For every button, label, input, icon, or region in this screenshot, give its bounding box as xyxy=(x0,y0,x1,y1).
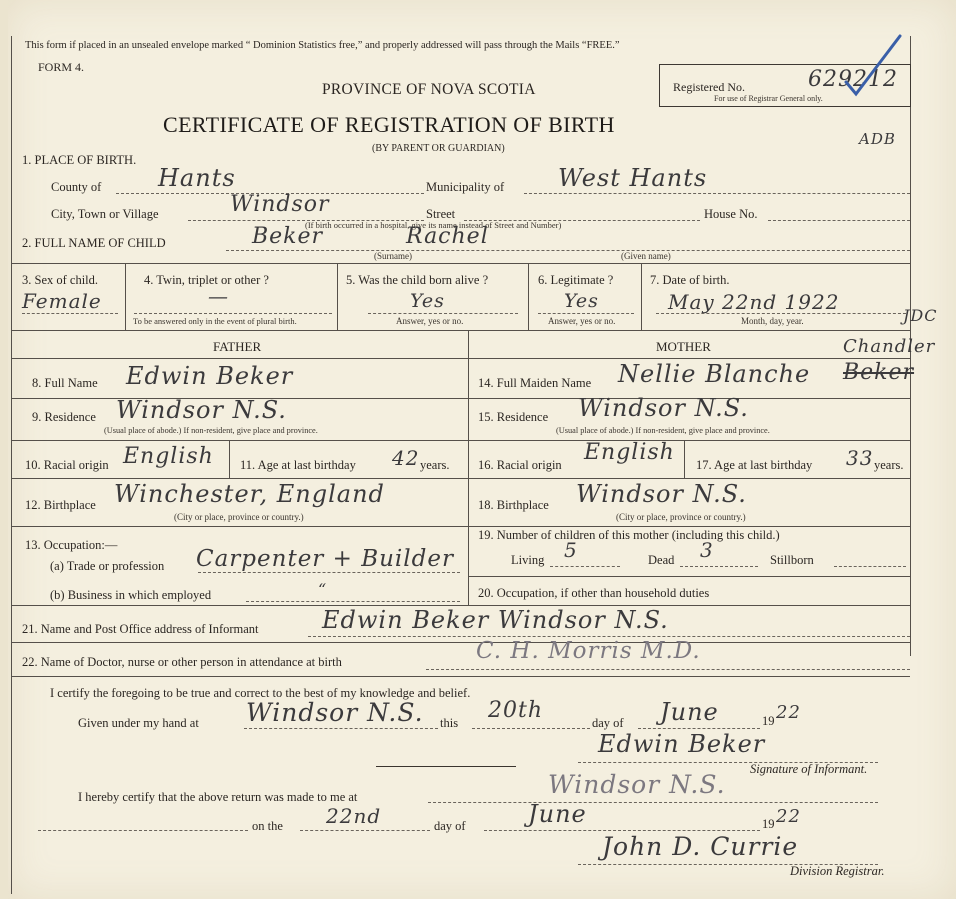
child-given-name: Rachel xyxy=(406,224,489,249)
municipality-value: West Hants xyxy=(558,164,708,192)
form-number: FORM 4. xyxy=(38,60,85,74)
business-label: (b) Business in which employed xyxy=(50,588,212,602)
dob-initials: JDC xyxy=(903,306,938,325)
father-age-label: 11. Age at last birthday xyxy=(240,458,356,472)
legitimate-note: Answer, yes or no. xyxy=(548,316,616,326)
county-label: County of xyxy=(51,180,102,194)
child-name-label: 2. FULL NAME OF CHILD xyxy=(22,236,166,250)
father-racial: English xyxy=(123,444,214,469)
registrar-statement: I hereby certify that the above return was made to me at xyxy=(78,790,358,804)
alive-value: Yes xyxy=(410,290,445,312)
mother-maiden-struck: Beker xyxy=(843,360,915,385)
mother-maiden-correction: Chandler xyxy=(843,336,936,357)
certify-year: 22 xyxy=(776,702,801,723)
mother-occupation-label: 20. Occupation, if other than household duties xyxy=(478,586,710,600)
occupation-label: 13. Occupation:— xyxy=(25,538,118,552)
on-the-label: on the xyxy=(252,819,283,833)
page-subtitle: (BY PARENT OR GUARDIAN) xyxy=(372,143,505,154)
registrar-signature: John D. Currie xyxy=(602,832,799,861)
certify-day: 20th xyxy=(488,698,544,723)
informant-value: Edwin Beker Windsor N.S. xyxy=(322,606,669,634)
page-title: CERTIFICATE OF REGISTRATION OF BIRTH xyxy=(163,112,615,137)
province-heading: PROVINCE OF NOVA SCOTIA xyxy=(322,81,536,98)
mother-birthplace-label: 18. Birthplace xyxy=(478,498,549,512)
mother-birthplace: Windsor N.S. xyxy=(576,480,747,508)
certify-place: Windsor N.S. xyxy=(246,698,424,727)
certify-year-prefix: 19 xyxy=(762,714,775,728)
mother-residence-note: (Usual place of abode.) If non-resident, give place and province. xyxy=(556,426,770,435)
child-surname: Beker xyxy=(252,224,324,249)
place-of-birth-label: 1. PLACE OF BIRTH. xyxy=(22,153,137,167)
legitimate-value: Yes xyxy=(564,290,599,312)
birth-certificate xyxy=(8,0,956,899)
this-label: this xyxy=(440,716,459,730)
trade-label: (a) Trade or profession xyxy=(50,559,165,573)
alive-label: 5. Was the child born alive ? xyxy=(346,273,489,287)
registrar-day-of-label: day of xyxy=(434,819,466,833)
children-count-label: 19. Number of children of this mother (including this child.) xyxy=(478,528,780,542)
sex-value: Female xyxy=(22,289,102,313)
dead-label: Dead xyxy=(648,553,675,567)
informant-signature: Edwin Beker xyxy=(598,730,766,758)
twin-value: — xyxy=(208,284,229,308)
sex-label: 3. Sex of child. xyxy=(22,273,99,287)
registered-label: Registered No. xyxy=(673,80,745,94)
twin-label: 4. Twin, triplet or other ? xyxy=(144,273,269,287)
father-birthplace-note: (City or place, province or country.) xyxy=(174,512,304,522)
postal-notice: This form if placed in an unsealed envelope marked “ Dominion Statistics free,” and properly addressed will pass through the Mails “FREE.” xyxy=(25,40,620,51)
day-of-label: day of xyxy=(592,716,624,730)
father-business: “ xyxy=(318,580,328,599)
father-name: Edwin Beker xyxy=(126,362,294,390)
mother-maiden-label: 14. Full Maiden Name xyxy=(478,376,592,390)
mother-maiden-name: Nellie Blanche xyxy=(618,360,811,388)
mother-age: 33 xyxy=(846,446,874,470)
father-residence: Windsor N.S. xyxy=(116,396,287,424)
city-label: City, Town or Village xyxy=(51,207,159,221)
parents-divider xyxy=(468,330,469,605)
twin-note: To be answered only in the event of plural birth. xyxy=(133,316,297,326)
father-years-label: years. xyxy=(420,458,450,472)
father-trade: Carpenter + Builder xyxy=(196,546,454,572)
city-value: Windsor xyxy=(230,192,330,217)
living-count: 5 xyxy=(564,538,578,562)
dob-value: May 22nd 1922 xyxy=(668,290,840,314)
surname-caption: (Surname) xyxy=(374,251,412,261)
dob-label: 7. Date of birth. xyxy=(650,273,730,287)
informant-label: 21. Name and Post Office address of Informant xyxy=(22,622,259,636)
registrar-month: June xyxy=(528,800,587,828)
municipality-label: Municipality of xyxy=(426,180,505,194)
mother-residence-label: 15. Residence xyxy=(478,410,549,424)
father-birthplace: Winchester, England xyxy=(114,480,385,508)
mother-residence: Windsor N.S. xyxy=(578,394,749,422)
doctor-label: 22. Name of Doctor, nurse or other person in attendance at birth xyxy=(22,655,342,669)
mother-heading: MOTHER xyxy=(656,339,711,354)
given-under-label: Given under my hand at xyxy=(78,716,199,730)
certify-month: June xyxy=(660,698,719,726)
father-residence-label: 9. Residence xyxy=(32,410,96,424)
registrar-place: Windsor N.S. xyxy=(548,770,726,799)
corner-mark: ADB xyxy=(859,130,896,148)
father-age: 42 xyxy=(392,446,420,470)
doctor-value: C. H. Morris M.D. xyxy=(476,638,701,664)
stillborn-label: Stillborn xyxy=(770,553,814,567)
hospital-note: (If birth occurred in a hospital, give its name instead of Street and Number) xyxy=(305,220,562,230)
registrar-year: 22 xyxy=(776,806,801,827)
registrar-day: 22nd xyxy=(326,804,382,828)
blue-check-mark xyxy=(838,30,908,100)
form-left-border xyxy=(11,36,12,894)
dead-count: 3 xyxy=(700,538,714,562)
county-value: Hants xyxy=(158,164,236,192)
mother-racial-label: 16. Racial origin xyxy=(478,458,562,472)
registrar-note: For use of Registrar General only. xyxy=(714,94,823,103)
father-heading: FATHER xyxy=(213,339,262,354)
dob-note: Month, day, year. xyxy=(741,316,804,326)
mother-birthplace-note: (City or place, province or country.) xyxy=(616,512,746,522)
registered-number: 629212 xyxy=(808,67,898,92)
registrar-signature-caption: Division Registrar. xyxy=(790,864,885,878)
father-birthplace-label: 12. Birthplace xyxy=(25,498,96,512)
living-label: Living xyxy=(511,553,545,567)
informant-signature-caption: Signature of Informant. xyxy=(750,762,868,776)
registrar-year-prefix: 19 xyxy=(762,817,775,831)
street-label: Street xyxy=(426,207,456,221)
father-racial-label: 10. Racial origin xyxy=(25,458,109,472)
mother-age-label: 17. Age at last birthday xyxy=(696,458,813,472)
legitimate-label: 6. Legitimate ? xyxy=(538,273,614,287)
alive-note: Answer, yes or no. xyxy=(396,316,464,326)
mother-racial: English xyxy=(584,440,675,465)
certify-statement: I certify the foregoing to be true and correct to the best of my knowledge and belief. xyxy=(50,686,471,700)
mother-years-label: years. xyxy=(874,458,904,472)
given-name-caption: (Given name) xyxy=(621,251,671,261)
father-name-label: 8. Full Name xyxy=(32,376,98,390)
house-label: House No. xyxy=(704,207,758,221)
father-residence-note: (Usual place of abode.) If non-resident, give place and province. xyxy=(104,426,318,435)
